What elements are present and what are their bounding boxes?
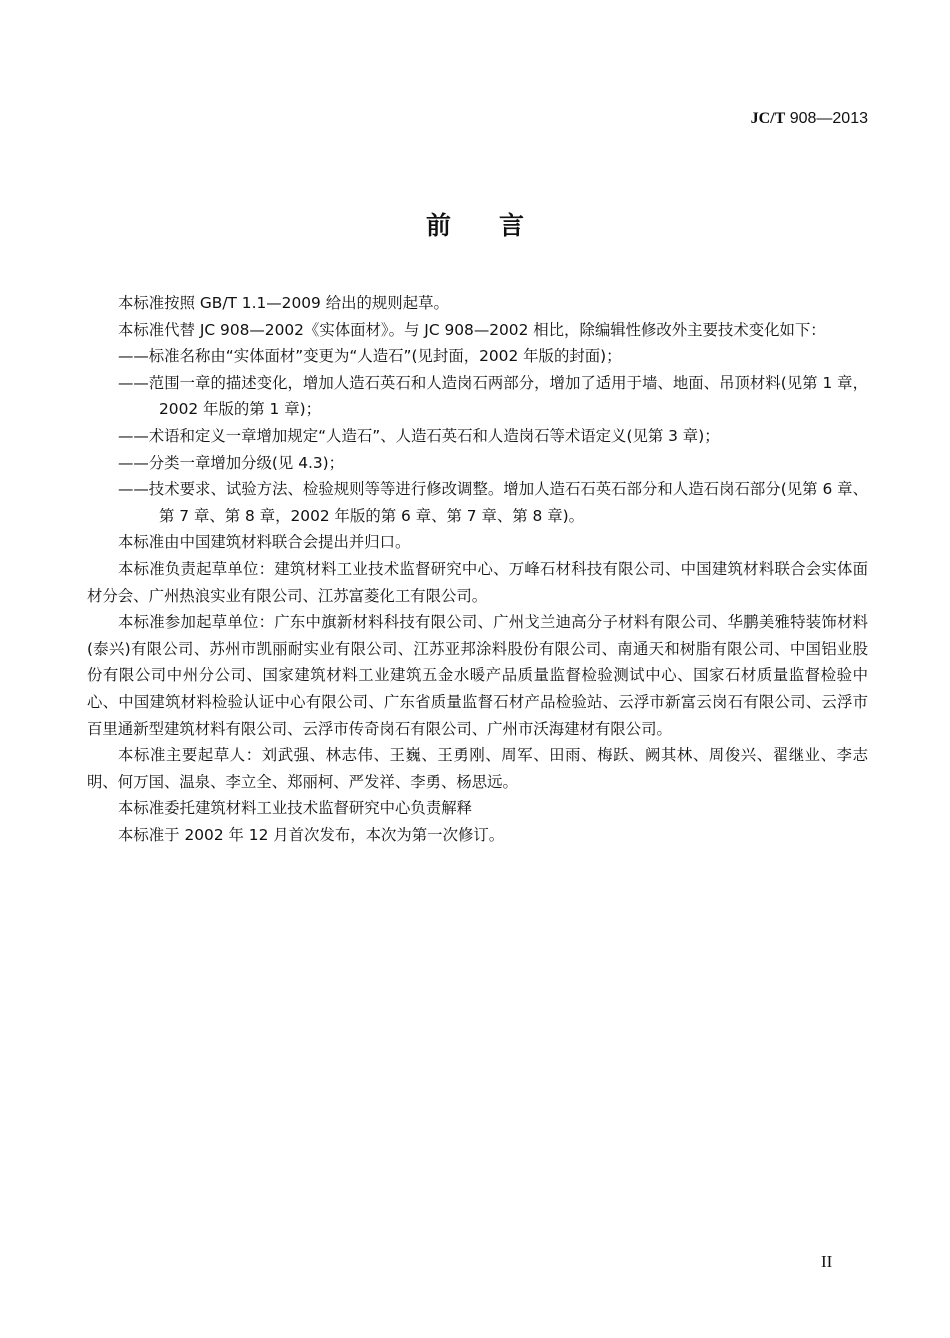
standard-code-number: 908—2013 [785, 110, 868, 127]
foreword-body [87, 290, 868, 848]
paragraph-main-drafters: 本标准主要起草人：刘武强、林志伟、王巍、王勇刚、周军、田雨、梅跃、阙其林、周俊兴、翟继业、李志明、何万国、温泉、李立全、郑丽柯、严发祥、李勇、杨思远。 [87, 746, 868, 791]
paragraph-proposer: 本标准由中国建筑材料联合会提出并归口。 [118, 533, 411, 552]
change-item: ——分类一章增加分级(见 4.3)； [118, 453, 345, 472]
change-item: ——术语和定义一章增加规定“人造石”、人造石英石和人造岗石等术语定义(见第 3 章)； [118, 426, 720, 445]
paragraph-drafting-rules: 本标准按照 GB/T 1.1—2009 给出的规则起草。 [118, 294, 449, 312]
paragraph-participating-drafters: 本标准参加起草单位：广东中旗新材料科技有限公司、广州戈兰迪高分子材料有限公司、华鹏美雅特装饰材料(泰兴)有限公司、苏州市凯丽耐实业有限公司、江苏亚邦涂料股份有限公司、南通天和树脂有限公司、中国铝业股份有限公司中州分公司、国家建筑材料工业建筑五金水暖产品质量监督检验测试中心、国家石材质量监督检验中心、中国建筑材料检验认证中心有限公司、广东省质量监督石材产品检验站、云浮市新富云岗石有限公司、云浮市百里通新型建筑材料有限公司、云浮市传奇岗石有限公司、广州市沃海建材有限公司。 [87, 613, 868, 738]
change-item: ——技术要求、试验方法、检验规则等等进行修改调整。增加人造石石英石部分和人造石岗石部分(见第 6 章、第 7 章、第 8 章，2002 年版的第 6 章、第 7 章、第 8 章)。 [118, 480, 868, 525]
paragraph-interpretation: 本标准委托建筑材料工业技术监督研究中心负责解释 [118, 799, 472, 818]
page-title: 前言 [425, 211, 572, 240]
paragraph-responsible-drafters: 本标准负责起草单位：建筑材料工业技术监督研究中心、万峰石材科技有限公司、中国建筑材料联合会实体面材分会、广州热浪实业有限公司、江苏富菱化工有限公司。 [87, 559, 868, 605]
paragraph-replacement: 本标准代替 JC 908—2002《实体面材》。与 JC 908—2002 相比，除编辑性修改外主要技术变化如下： [118, 320, 826, 339]
change-item: ——标准名称由“实体面材”变更为“人造石”(见封面，2002 年版的封面)； [118, 347, 622, 366]
standard-code [751, 110, 868, 128]
standard-code-prefix: JC/T [750, 110, 786, 127]
paragraph-publication-history: 本标准于 2002 年 12 月首次发布，本次为第一次修订。 [118, 825, 505, 844]
change-item: ——范围一章的描述变化，增加人造石英石和人造岗石两部分，增加了适用于墙、地面、吊顶材料(见第 1 章，2002 年版的第 1 章)； [118, 373, 868, 419]
page-number: II [821, 1252, 833, 1271]
